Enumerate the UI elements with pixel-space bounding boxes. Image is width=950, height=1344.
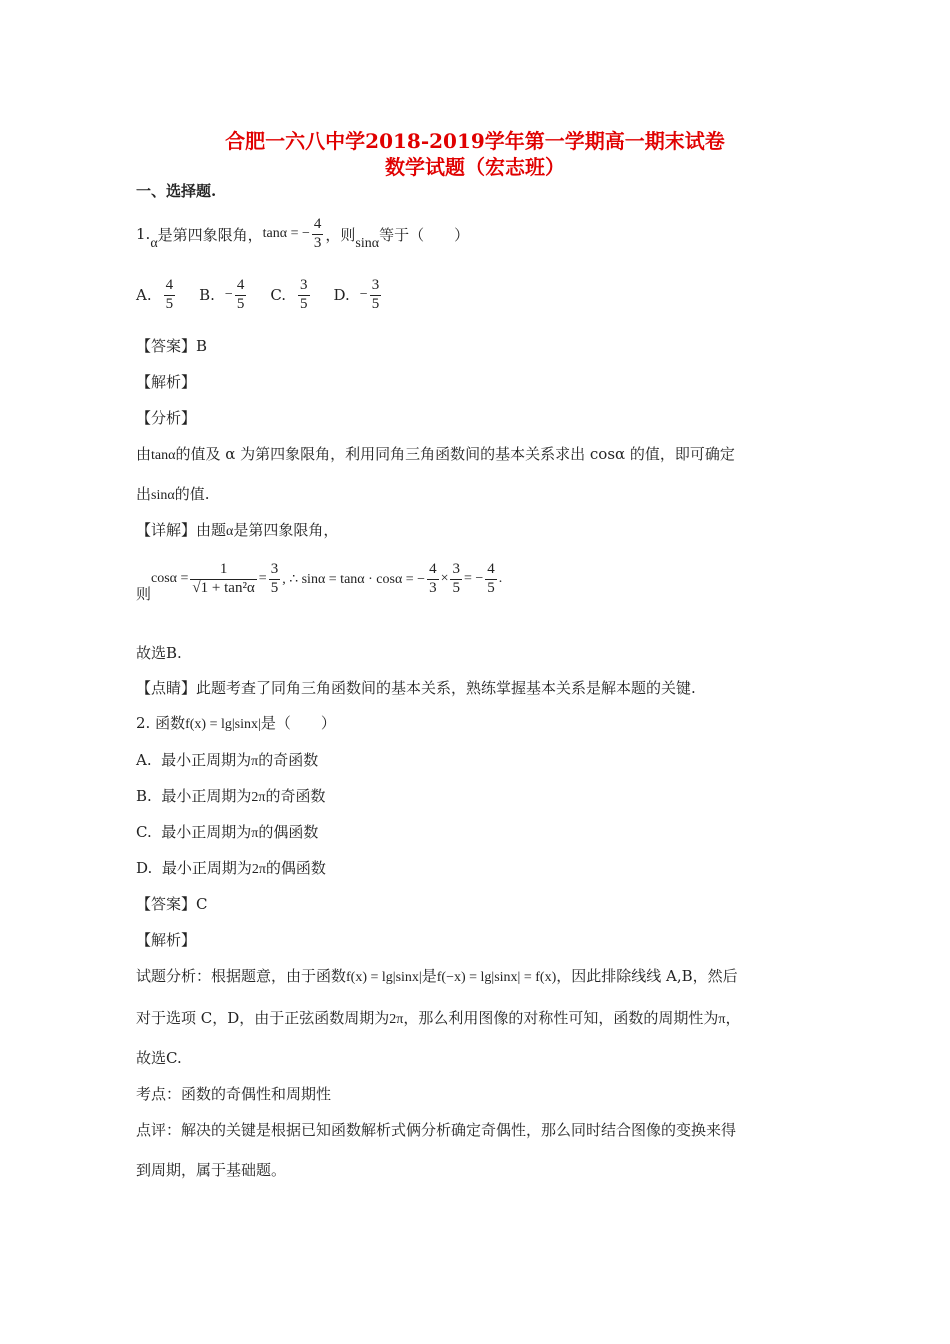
- q1-fraction-1: $\frac{1}{\text{√1 + tan²α}}$: [192, 561, 255, 596]
- page-title: 合肥一六八中学2018-2019学年第一学期高一期末试卷: [225, 129, 725, 153]
- q1-option-b[interactable]: B. − $\frac{4}{5}$: [199, 277, 245, 312]
- q1-fraction-2: $\frac{3}{5}$: [270, 561, 279, 596]
- q1-fraction-4: $\frac{3}{5}$: [452, 561, 460, 596]
- q2-option-b[interactable]: B. 最小正周期为2π的奇函数: [136, 787, 326, 805]
- q2-kaodian: 考点：函数的奇偶性和周期性: [136, 1085, 332, 1103]
- q2-analysis-line3: 故选C.: [136, 1049, 182, 1067]
- q1-text-a: 是第四象限角，: [157, 225, 263, 244]
- q1-stem: [136, 211, 469, 257]
- q1-tan-fraction: $\frac{4}{3}$: [313, 216, 322, 251]
- q1-sin-label: sinα: [355, 236, 380, 251]
- q1-jiexi-heading: 【解析】: [136, 373, 197, 391]
- q2-stem: 2. 函数f(x) = lg|sinx|是（ ）: [136, 714, 336, 732]
- q1-fraction-3: $\frac{4}{3}$: [429, 561, 437, 596]
- section-heading: 一、选择题.: [136, 182, 217, 200]
- q1-analysis-line1: 由tanα的值及 α 为第四象限角，利用同角三角函数间的基本关系求出 cosα 的值，即可确定: [136, 445, 735, 463]
- q1-option-d[interactable]: D. − $\frac{3}{5}$: [333, 277, 380, 312]
- q1-number: 1.: [136, 225, 151, 243]
- q2-analysis-line1: 试题分析：根据题意，由于函数f(x) = lg|sinx|是f(−x) = lg|sinx| = f(x)，因此排除线线 A,B，然后: [136, 967, 738, 985]
- q1-fenxi-heading: 【分析】: [136, 409, 197, 427]
- q1-choose: 故选B.: [136, 644, 182, 662]
- q1-analysis-line2: 出sinα的值.: [136, 485, 210, 503]
- q2-dianping-line1: 点评：解决的关键是根据已知函数解析式俩分析确定奇偶性，那么同时结合图像的变换来得: [136, 1121, 737, 1139]
- q2-option-d[interactable]: D. 最小正周期为2π的偶函数: [136, 859, 326, 877]
- q2-jiexi-heading: 【解析】: [136, 931, 197, 949]
- q2-option-c[interactable]: C. 最小正周期为π的偶函数: [136, 823, 319, 841]
- q2-analysis-line2: 对于选项 C，D，由于正弦函数周期为2π，那么利用图像的对称性可知，函数的周期性为π，: [136, 1009, 741, 1027]
- q1-alpha: α: [150, 236, 158, 251]
- q1-tan-label: tanα = −: [262, 226, 310, 241]
- q2-answer: 【答案】C: [136, 895, 208, 913]
- q1-option-a[interactable]: A. $\frac{4}{5}$: [136, 277, 174, 312]
- q1-detail-line: 【详解】由题α是第四象限角，: [136, 521, 339, 539]
- q1-option-c[interactable]: C. $\frac{3}{5}$: [270, 277, 308, 312]
- q1-text-c: 等于（ ）: [379, 225, 470, 244]
- q2-dianping-line2: 到周期，属于基础题。: [136, 1161, 287, 1179]
- q1-text-b: ，则: [325, 225, 356, 244]
- q2-option-a[interactable]: A. 最小正周期为π的奇函数: [136, 751, 319, 769]
- q1-fraction-5: $\frac{4}{5}$: [487, 561, 495, 596]
- q1-options: [136, 272, 383, 318]
- q1-derivation: 则 cosα = $\frac{1}{\text{√1 + tan²α}}$ = $\frac{3}{5}$ , ∴ sinα = tanα · cosα = − $\frac{4}{3}$ × $\frac{3}{5}$ = − $\frac{4}{5}$ .: [136, 561, 503, 603]
- q1-comment: 【点睛】此题考查了同角三角函数间的基本关系，熟练掌握基本关系是解本题的关键.: [136, 679, 696, 697]
- page-subtitle: 数学试题（宏志班）: [385, 155, 565, 179]
- q1-answer: 【答案】B: [136, 337, 208, 355]
